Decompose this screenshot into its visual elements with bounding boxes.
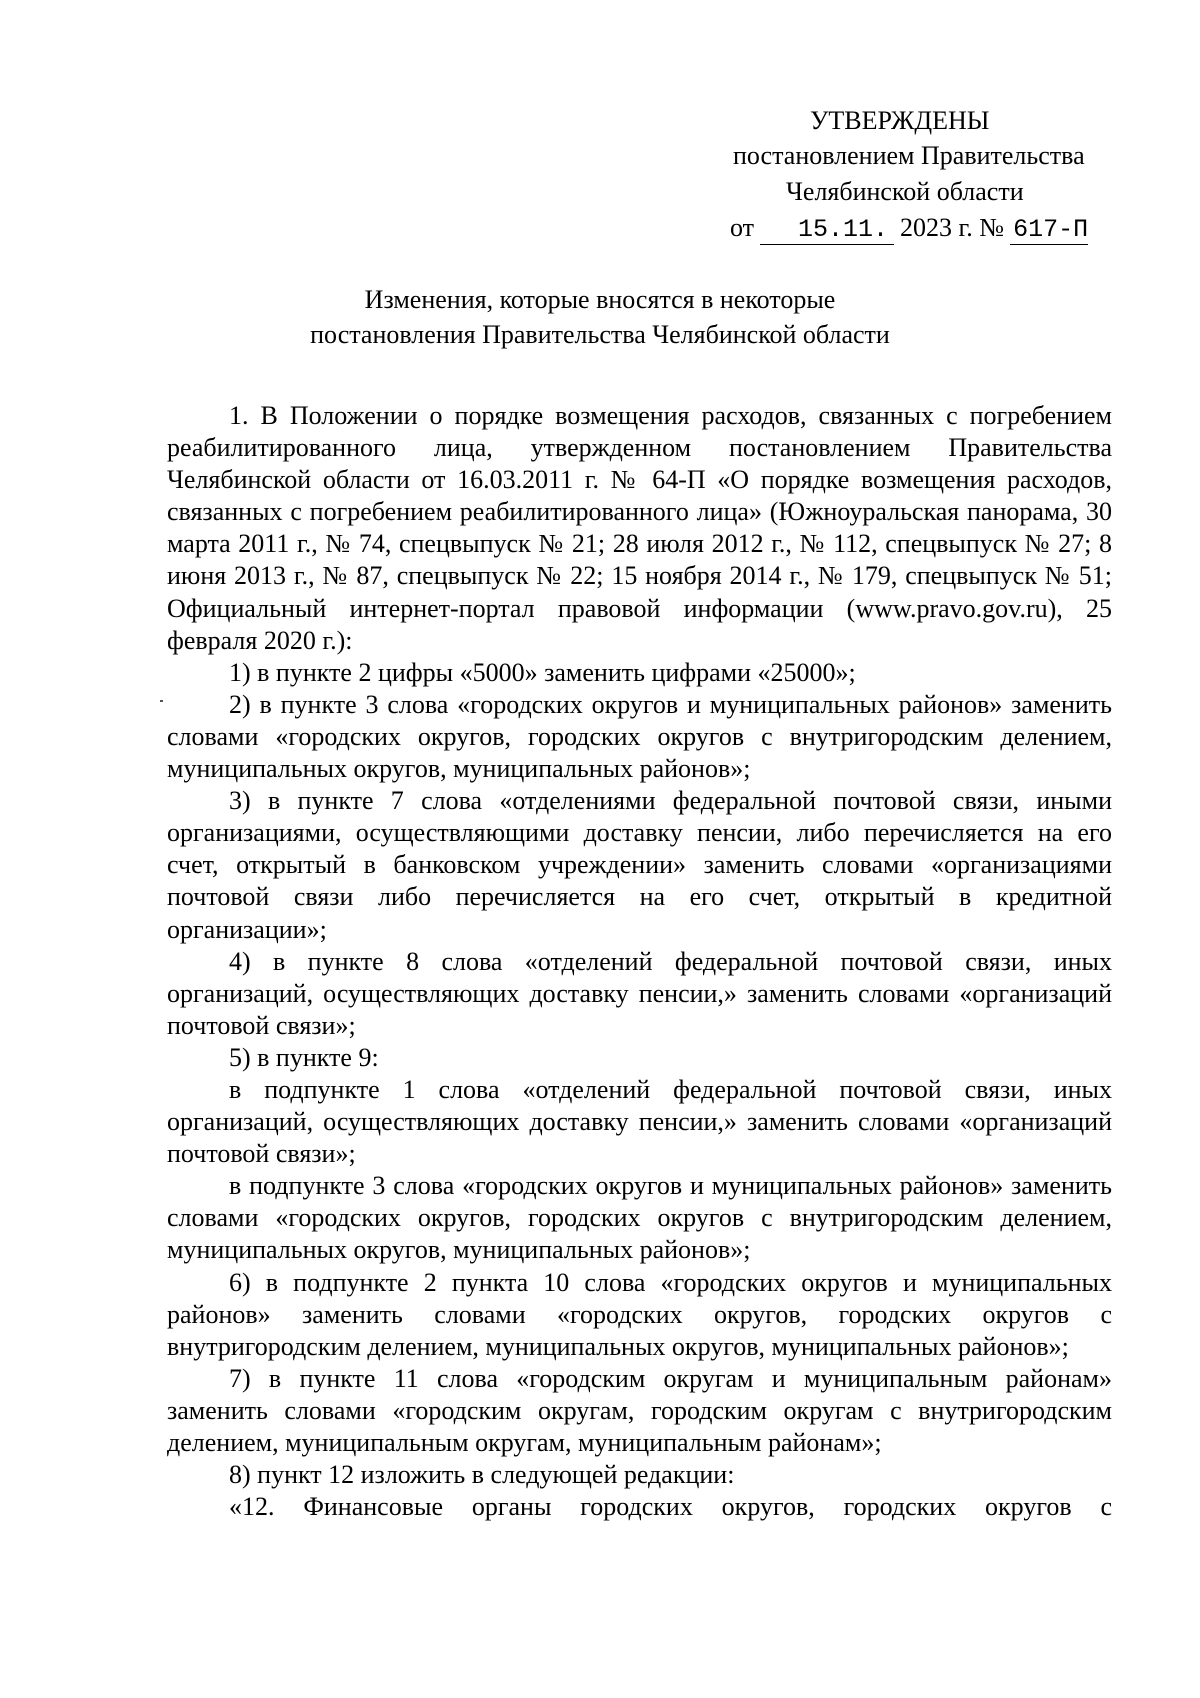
approval-date-field: 15.11. (760, 216, 894, 245)
paragraph-1: 1. В Положении о порядке возмещения расходов, связанных с погребением реабилитированного лица, утвержденном постановлением Правительства Челябинской области от 16.03.2011 г. № 64-П «О порядке возмещения расходов, связанных с погребением реабилитированного лица» (Южноуральская панорама, 30 марта 2011 г., № 74, спецвыпуск № 21; 28 июля 2012 г., № 112, спецвыпуск № 27; 8 июня 2013 г., № 87, спецвыпуск № 22; 15 ноября 2014 г., № 179, спецвыпуск № 51; Официальный интернет-портал правовой информации (www.pravo.gov.ru), 25 февраля 2020 г.): (167, 401, 1112, 655)
approval-date-line (730, 211, 1088, 245)
paragraph-item-12-quote: «12. Финансовые органы городских округов, городских округов с (229, 1492, 1112, 1522)
paragraph-item-7: 7) в пункте 11 слова «городским округам и муниципальным районам» заменить словами «городским округам, городским округам с внутригородским делением, муниципальным округам, муниципальным районам»; (167, 1363, 1112, 1457)
paragraph-item-8: 8) пункт 12 изложить в следующей редакции: (229, 1460, 735, 1490)
heading-line-2: постановления Правительства Челябинской области (310, 320, 890, 349)
approval-title: УТВЕРЖДЕНЫ (810, 106, 990, 135)
approval-year-text: 2023 г. № (900, 213, 1005, 242)
approval-authority: постановлением Правительства (733, 141, 1085, 170)
paragraph-item-6: 6) в подпункте 2 пункта 10 слова «городских округов и муниципальных районов» заменить словами «городских округов, городских округов с внутригородским делением, муниципальных округов, муниципальных районов»; (167, 1267, 1112, 1361)
paragraph-item-5: 5) в пункте 9: (229, 1042, 379, 1072)
approval-number-field: 617-П (1010, 216, 1088, 245)
paragraph-item-4: 4) в пункте 8 слова «отделений федеральной почтовой связи, иных организаций, осуществляющих доставку пенсии,» заменить словами «организаций почтовой связи»; (167, 946, 1112, 1040)
approval-date-prefix: от (730, 213, 755, 242)
document-body (167, 400, 1112, 1523)
approval-region: Челябинской области (786, 177, 1024, 206)
document-heading (200, 282, 1000, 352)
paragraph-item-3: 3) в пункте 7 слова «отделениями федеральной почтовой связи, иными организациями, осуществляющими доставку пенсии, либо перечисляется на его счет, открытый в банковском учреждении» заменить словами «организациями почтовой связи либо перечисляется на его счет, открытый в кредитной организации»; (167, 786, 1112, 944)
heading-line-1: Изменения, которые вносятся в некоторые (364, 285, 836, 314)
paragraph-item-2: 2) в пункте 3 слова «городских округов и муниципальных районов» заменить словами «городских округов, городских округов с внутригородским делением, муниципальных округов, муниципальных районов»; (167, 689, 1112, 784)
paragraph-subitem-3: в подпункте 3 слова «городских округов и муниципальных районов» заменить словами «городских округов, городских округов с внутригородским делением, муниципальных округов, муниципальных районов»; (167, 1171, 1112, 1265)
paragraph-item-1: 1) в пункте 2 цифры «5000» заменить цифрами «25000»; (229, 657, 856, 687)
paragraph-subitem-1: в подпункте 1 слова «отделений федеральной почтовой связи, иных организаций, осуществляющих доставку пенсии,» заменить словами «организаций почтовой связи»; (167, 1074, 1112, 1169)
scan-speck (160, 700, 163, 702)
